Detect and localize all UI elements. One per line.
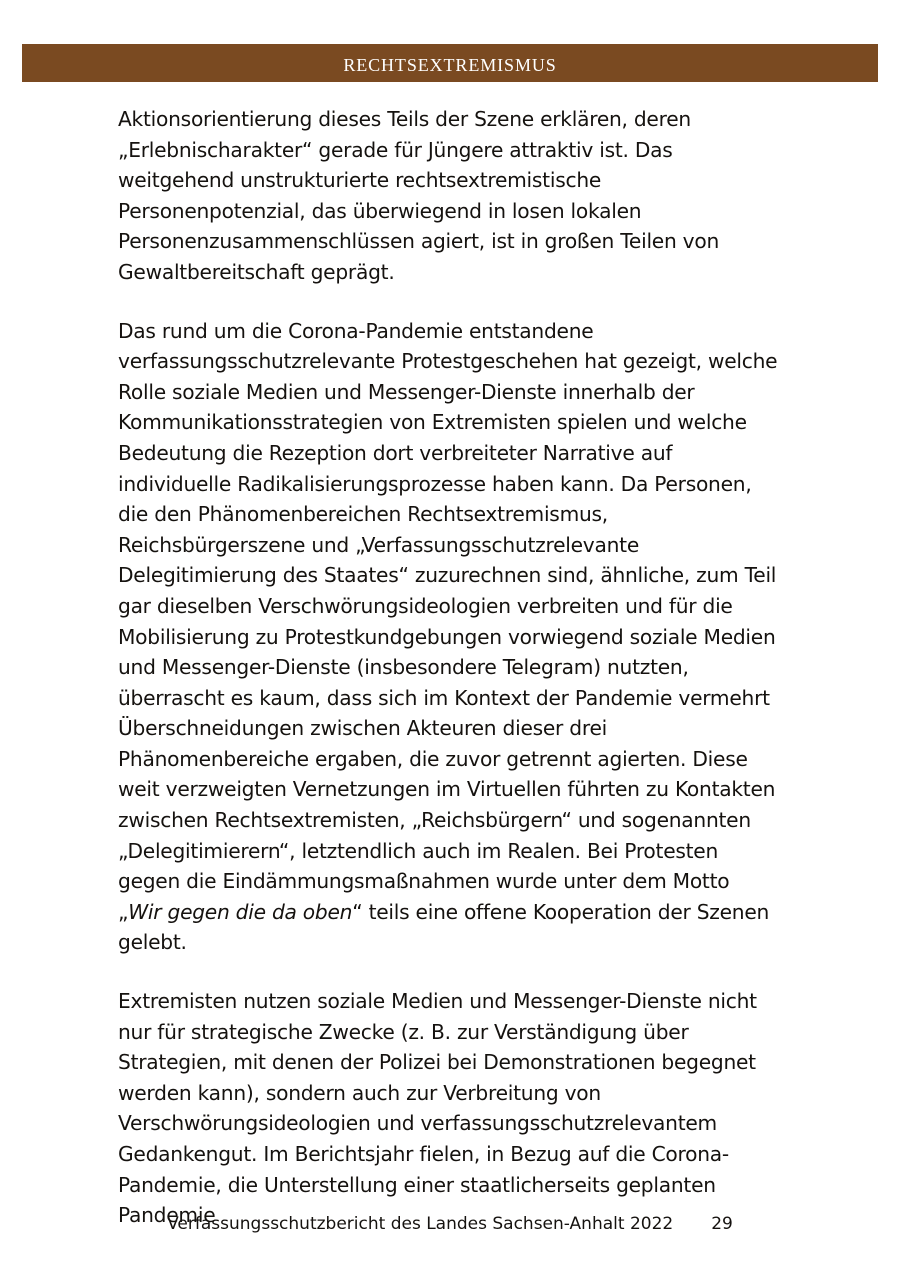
footer-report-title: Verfassungsschutzbericht des Landes Sachsen-Anhalt 2022	[167, 1214, 674, 1234]
page-content	[118, 104, 778, 1231]
paragraph-2	[118, 316, 778, 958]
page-title: rechtsextremismus	[343, 48, 557, 77]
paragraph-1: Aktionsorientierung dieses Teils der Szene erklären, deren „Erlebnischarakter“ gerade für Jüngere attraktiv ist. Das weitgehend unstrukturierte rechtsextremistische Personenpotenzial, das überwiegend in losen lokalen Personenzusammenschlüssen agiert, ist in großen Teilen von Gewaltbereitschaft geprägt.	[118, 107, 720, 284]
paragraph-2-quote: Wir gegen die da oben	[128, 899, 353, 924]
paragraph-2-tail: “ teils eine offene Kooperation der Szenen gelebt.	[118, 899, 770, 955]
paragraph-2-text: Das rund um die Corona-Pandemie entstandene verfassungsschutzrelevante Protestgeschehen hat gezeigt, welche Rolle soziale Medien und Messenger-Dienste innerhalb der Kommunikationsstrategien von Extremisten spielen und welche Bedeutung die Rezeption dort verbreiteter Narrative auf individuelle Radikalisierungsprozesse haben kann. Da Personen, die den Phänomenbereichen Rechtsextremismus, Reichsbürgerszene und „Verfassungsschutzrelevante Delegitimierung des Staates“ zuzurechnen sind, ähnliche, zum Teil gar dieselben Verschwörungsideologien verbreiten und für die Mobilisierung zu Protestkundgebungen vorwiegend soziale Medien und Messenger-Dienste (insbesondere Telegram) nutzten, überrascht es kaum, dass sich im Kontext der Pandemie vermehrt Überschneidungen zwischen Akteuren dieser drei Phänomenbereiche ergaben, die zuvor getrennt agierten. Diese weit verzweigten Vernetzungen im Virtuellen führten zu Kontakten zwischen Rechtsextremisten, „Reichsbürgern“ und sogenannten „Delegitimierern“, letztendlich auch im Realen. Bei Protesten gegen die Eindämmungsmaßnahmen wurde unter dem Motto „	[118, 318, 778, 924]
page-footer	[0, 1214, 900, 1234]
page-header-band	[22, 44, 878, 82]
footer-page-number: 29	[711, 1214, 733, 1234]
paragraph-3: Extremisten nutzen soziale Medien und Messenger-Dienste nicht nur für strategische Zwecke (z. B. zur Verständigung über Strategien, mit denen der Polizei bei Demonstrationen begegnet werden kann), sondern auch zur Verbreitung von Verschwörungsideologien und verfassungsschutzrelevantem Gedankengut. Im Berichtsjahr fielen, in Bezug auf die Corona-Pandemie, die Unterstellung einer staatlicherseits geplanten Pandemie	[118, 989, 757, 1228]
